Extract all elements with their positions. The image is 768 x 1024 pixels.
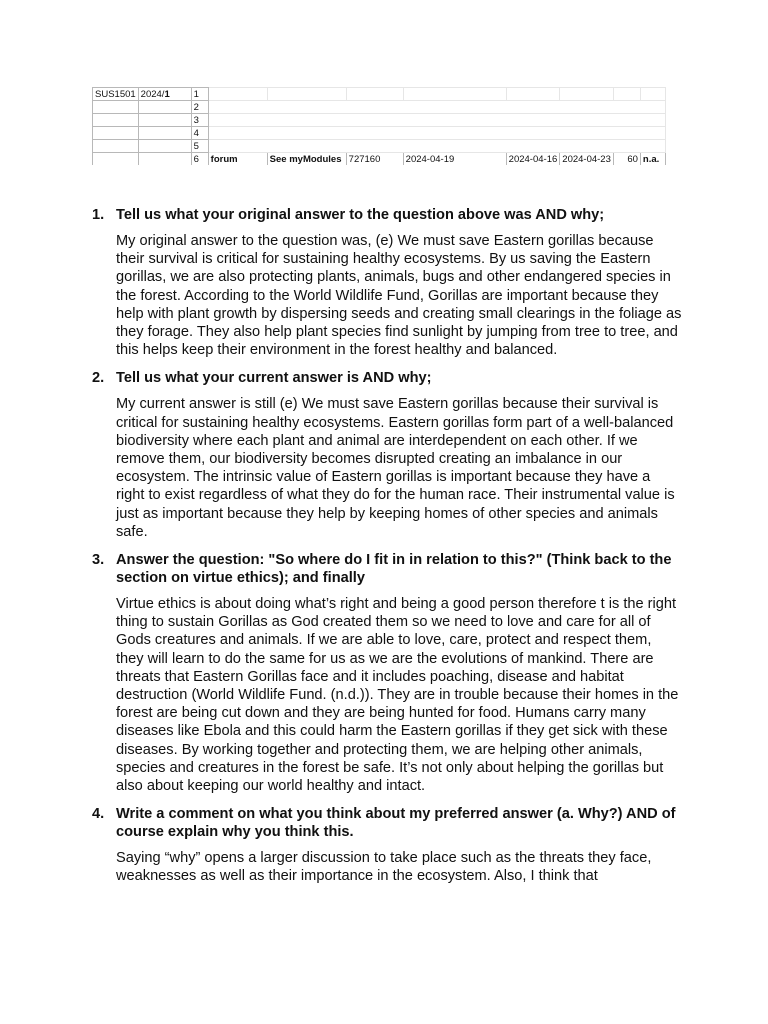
row-number-cell: 4: [191, 127, 208, 140]
row-number-cell: 1: [191, 88, 208, 101]
question-number: 3.: [92, 552, 105, 569]
opening-date-cell: 2024-04-19: [403, 153, 506, 166]
question-number: 1.: [92, 207, 105, 223]
module-code-cell: SUS1501: [93, 88, 139, 101]
question-text: Answer the question: "So where do I fit in in relation to this?" (Think back to the section on virtue ethics); and finally: [116, 552, 672, 587]
table-row: [93, 140, 666, 153]
question-text: Write a comment on what you think about my preferred answer (a. Why?) AND of course explain why you think this.: [116, 806, 676, 841]
row-number-cell: 3: [191, 114, 208, 127]
question-1: [92, 206, 682, 224]
answer-1: My original answer to the question was, (e) We must save Eastern gorillas because their survival is critical for sustaining healthy ecosystems. By us saving the Eastern gorillas, we are also protecting plants, animals, bugs and other endangered species in the forest. According to the World Wildlife Fund, Gorillas are important because they help with plant growth by dispersing seeds and creating small clearings in the foliage as they forage. They also help plant species find sunlight by jumping from tree to tree, and this helps keep their environment in the forest healthy and balanced.: [116, 233, 682, 359]
row-number-cell: 5: [191, 140, 208, 153]
question-list: [92, 206, 682, 896]
row-number-cell: 2: [191, 101, 208, 114]
table-row: [93, 114, 666, 127]
table-row: [93, 101, 666, 114]
due-date-cell: 2024-04-23: [560, 153, 614, 166]
question-text: Tell us what your original answer to the question above was AND why;: [116, 207, 605, 223]
table-row: [93, 88, 666, 101]
answer-4: Saying “why” opens a larger discussion to take place such as the threats they face, weaknesses as well as their importance in the ecosystem. Also, I think that: [116, 850, 652, 885]
row-number-cell: 6: [191, 153, 208, 166]
answer-3: Virtue ethics is about doing what’s right and being a good person therefore t is the right thing to sustain Gorillas as God created them so we need to love and care for all of Gods creatures and animals. If we are able to love, care, protect and respect them, they will learn to do the same for us as we are the evolutions of mankind. There are threats that Eastern Gorillas face and it includes poaching, disease and habitat destruction (World Wildlife Fund. (n.d.)). They are in trouble because their homes in the forest are being cut down and they are being hunted for food. Humans carry many diseases like Ebola and this could harm the Eastern gorillas if they get sick with these diseases. By working together and protecting them, we are helping other animals, species and creatures in the forest be safe. It’s not only about helping the gorillas but also about keeping our world healthy and intact.: [116, 596, 679, 795]
question-number: 4.: [92, 806, 105, 823]
answer-2: My current answer is still (e) We must save Eastern gorillas because their survival is critical for sustaining healthy ecosystems. Eastern gorillas form part of a well-balanced biodiversity where each plant and animal are interdependent on each other. If we remove them, our biodiversity becomes disrupted creating an imbalance in our ecosystem. The intrinsic value of Eastern gorillas is important because they have a right to exist regardless of what they do for the human race. Their instrumental value is just as important because they help by keeping homes of other species and animals safe.: [116, 396, 675, 540]
activity-id-cell: 727160: [346, 153, 403, 166]
start-date-cell: 2024-04-16: [506, 153, 560, 166]
question-3: [92, 551, 682, 587]
table-row: [93, 153, 666, 166]
module-schedule-table: [92, 87, 666, 165]
status-cell: n.a.: [640, 153, 665, 166]
marks-cell: 60: [613, 153, 640, 166]
question-2: [92, 369, 682, 387]
table-row: [93, 127, 666, 140]
question-text: Tell us what your current answer is AND why;: [116, 370, 432, 387]
year-semester-cell: 2024/1: [138, 88, 191, 101]
activity-link-cell: See myModules: [267, 153, 346, 166]
question-4: [92, 805, 682, 841]
question-number: 2.: [92, 370, 105, 387]
activity-type-cell: forum: [208, 153, 267, 166]
